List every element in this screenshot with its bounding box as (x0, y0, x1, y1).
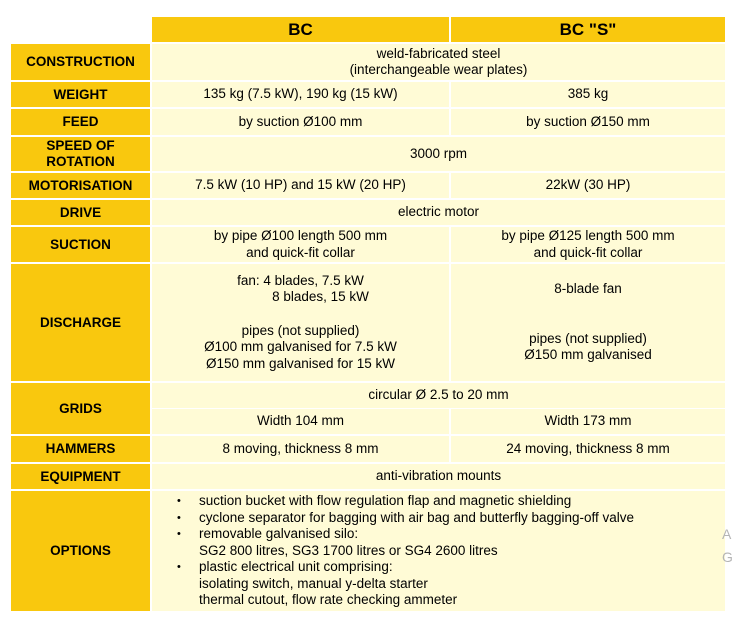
discharge-bcs-pipes-line2: Ø150 mm galvanised (524, 347, 652, 362)
suction-bcs-line1: by pipe Ø125 length 500 mm (501, 228, 675, 243)
value-hammers-bcs: 24 moving, thickness 8 mm (451, 436, 725, 464)
bullet-icon: • (177, 511, 181, 524)
header-blank-cell (11, 17, 152, 44)
discharge-bc-fan-line1: fan: 4 blades, 7.5 kW (237, 272, 364, 288)
label-motorisation: MOTORISATION (11, 173, 152, 200)
header-bc: BC (152, 17, 451, 44)
header-row (11, 17, 725, 44)
edge-char-g: G (722, 549, 733, 565)
bullet-icon: • (177, 528, 181, 541)
value-feed-bcs: by suction Ø150 mm (451, 109, 725, 137)
suction-bc-line1: by pipe Ø100 length 500 mm (213, 228, 388, 243)
value-suction-bc (152, 227, 451, 264)
bullet-icon: • (177, 561, 181, 574)
discharge-bc-pipes-line3: Ø150 mm galvanised for 15 kW (205, 355, 396, 371)
label-hammers: HAMMERS (11, 436, 152, 464)
value-suction-bcs (451, 227, 725, 264)
construction-line1: weld-fabricated steel (376, 45, 501, 61)
option-text: cyclone separator for bagging with air bag and butterfly bagging-off valve (199, 509, 635, 525)
value-motorisation-bcs: 22kW (30 HP) (451, 173, 725, 200)
discharge-bc-pipes-line2: Ø100 mm galvanised for 7.5 kW (204, 339, 397, 355)
label-grids: GRIDS (11, 383, 152, 436)
discharge-bc-fan-line2: 8 blades, 15 kW (272, 289, 369, 305)
label-speed-line2: ROTATION (46, 154, 115, 169)
value-weight-bcs: 385 kg (451, 82, 725, 109)
label-construction: CONSTRUCTION (11, 44, 152, 82)
value-discharge-bc (152, 264, 451, 383)
header-bc-s: BC "S" (451, 17, 725, 44)
label-equipment: EQUIPMENT (11, 464, 152, 491)
option-item (177, 526, 725, 559)
construction-line2: (interchangeable wear plates) (349, 62, 528, 77)
discharge-bcs-fan: 8-blade fan (554, 281, 622, 296)
label-speed-line1: SPEED OF (46, 138, 115, 153)
value-feed-bc: by suction Ø100 mm (152, 109, 451, 137)
suction-bc-line2: and quick-fit collar (246, 244, 355, 260)
value-hammers-bc: 8 moving, thickness 8 mm (152, 436, 451, 464)
value-motorisation-bc: 7.5 kW (10 HP) and 15 kW (20 HP) (152, 173, 451, 200)
value-options (152, 491, 725, 611)
value-equipment: anti-vibration mounts (152, 464, 725, 491)
value-grids-common: circular Ø 2.5 to 20 mm (152, 383, 725, 409)
label-suction: SUCTION (11, 227, 152, 264)
label-weight: WEIGHT (11, 82, 152, 109)
value-grids-bcs: Width 173 mm (451, 409, 725, 436)
label-options: OPTIONS (11, 491, 152, 611)
value-drive: electric motor (152, 200, 725, 227)
label-discharge: DISCHARGE (11, 264, 152, 383)
row-equipment (11, 464, 725, 491)
value-speed: 3000 rpm (152, 137, 725, 173)
label-drive: DRIVE (11, 200, 152, 227)
option-text-cont: SG2 800 litres, SG3 1700 litres or SG4 2600 litres (199, 542, 498, 558)
value-weight-bc: 135 kg (7.5 kW), 190 kg (15 kW) (152, 82, 451, 109)
suction-bcs-line2: and quick-fit collar (533, 244, 643, 260)
row-feed (11, 109, 725, 137)
row-discharge (11, 264, 725, 383)
discharge-bc-pipes-line1: pipes (not supplied) (241, 322, 360, 338)
options-list (152, 493, 725, 609)
label-speed (11, 137, 152, 173)
row-grids-common (11, 383, 725, 409)
edge-char-a: A (722, 526, 732, 542)
value-construction (152, 44, 725, 82)
row-options (11, 491, 725, 611)
value-discharge-bcs (451, 264, 725, 383)
option-item (177, 510, 725, 527)
value-grids-bc: Width 104 mm (152, 409, 451, 436)
option-item (177, 559, 725, 609)
option-item (177, 493, 725, 510)
option-text-cont: thermal cutout, flow rate checking ammeter (199, 592, 458, 608)
label-feed: FEED (11, 109, 152, 137)
row-suction (11, 227, 725, 264)
row-construction (11, 44, 725, 82)
option-text: suction bucket with flow regulation flap and magnetic shielding (199, 493, 572, 509)
option-text-cont: isolating switch, manual y-delta starter (199, 575, 428, 591)
option-text: plastic electrical unit comprising: (199, 559, 393, 575)
row-drive (11, 200, 725, 227)
row-hammers (11, 436, 725, 464)
row-speed (11, 137, 725, 173)
spec-table (11, 17, 725, 611)
option-text: removable galvanised silo: (199, 526, 359, 542)
row-motorisation (11, 173, 725, 200)
row-weight (11, 82, 725, 109)
bullet-icon: • (177, 495, 181, 508)
discharge-bcs-pipes-line1: pipes (not supplied) (529, 330, 647, 346)
